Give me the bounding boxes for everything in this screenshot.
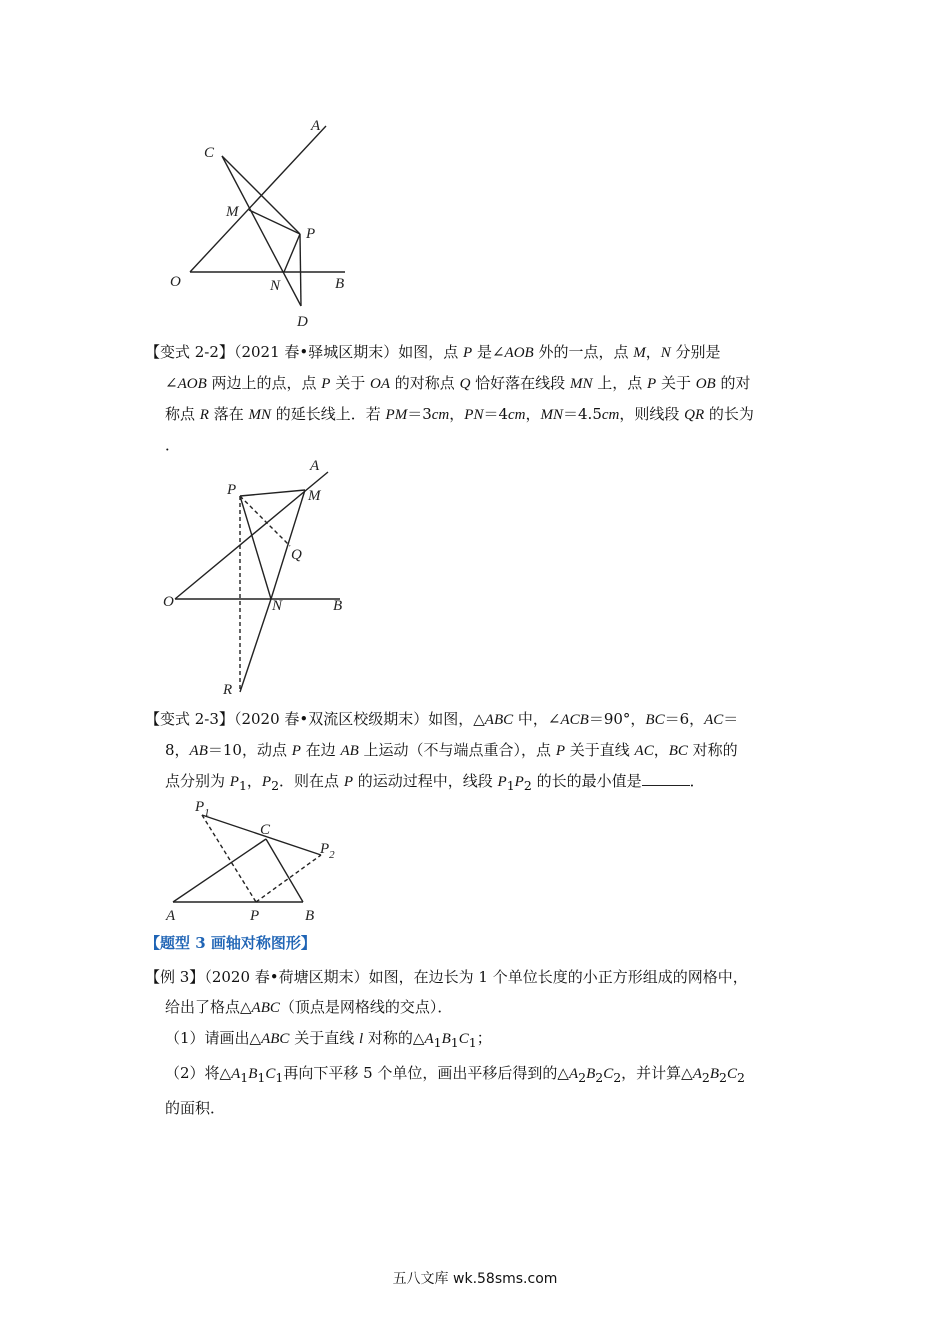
label-a: A [311, 118, 321, 134]
question-tag: 【例 3】 [145, 968, 205, 986]
label-b: B [335, 276, 345, 292]
label-o: O [170, 274, 181, 290]
label-m: M [308, 488, 321, 504]
label-a: A [310, 458, 320, 474]
label-p1: $P_1$ [195, 799, 210, 819]
figure-right-triangle-reflection [160, 795, 340, 923]
question-tag: 【变式 2-2】 [145, 343, 234, 361]
label-p: P [227, 482, 237, 498]
answer-blank [642, 771, 690, 786]
question-tag: 【变式 2-3】 [145, 710, 234, 728]
label-c: C [204, 145, 215, 161]
question-2-3: 【变式 2-3】（2020 春•双流区校级期末）如图，△ABC 中，∠ACB＝90°，BC＝6，AC＝ 8，AB＝10，动点 P 在边 AB 上运动（不与端点重合），点 P 关于直线 AC，BC 对称的 点分别为 $P_1$，$P_2$．则在点 P 的运动过程中，线段 $P_1P_2$ 的长的最小值是 ． [145, 710, 739, 793]
label-r: R [223, 682, 233, 698]
label-m: M [226, 204, 239, 220]
label-b: B [333, 598, 343, 614]
label-q: Q [291, 547, 302, 563]
label-p: P [250, 908, 260, 923]
label-a: A [166, 908, 176, 923]
label-d: D [297, 314, 308, 330]
section-heading: 【题型 3 画轴对称图形】 [145, 934, 316, 952]
example-3: 【例 3】（2020 春•荷塘区期末）如图，在边长为 1 个单位长度的小正方形组成的网格中， 给出了格点△ABC（顶点是网格线的交点）． （1）请画出△ABC 关于直线 l 对称的$\triangle A_1B_1C_1$； （2）将$\triangle A_1B_1C_1$再向下平移 5 个单位，画出平移后得到的$\triangle A_2B_2C_2$，并计算$\triangle A_2B_2C_2$ 的面积． [145, 968, 748, 1117]
question-2-2: 【变式 2-2】（2021 春•驿城区期末）如图，点 P 是∠AOB 外的一点，点 M，N 分别是 ∠AOB 两边上的点，点 P 关于 OA 的对称点 Q 恰好落在线段 MN 上，点 P 关于 OB 的对 称点 R 落在 MN 的延长线上．若 PM＝3cm，PN＝4cm，MN＝4.5cm，则线段 QR 的长为 ． [145, 343, 754, 454]
figure-angle-aob-reflection-1 [160, 110, 360, 335]
label-n: N [272, 598, 283, 614]
label-n: N [270, 278, 281, 294]
figure-angle-aob-reflection-2 [155, 452, 355, 702]
page-footer: 五八文库 wk.58sms.com [392, 1271, 558, 1287]
label-c: C [260, 822, 271, 838]
label-p: P [306, 226, 316, 242]
label-b: B [305, 908, 315, 923]
label-o: O [163, 594, 174, 610]
label-p2: $P_2$ [320, 841, 335, 861]
